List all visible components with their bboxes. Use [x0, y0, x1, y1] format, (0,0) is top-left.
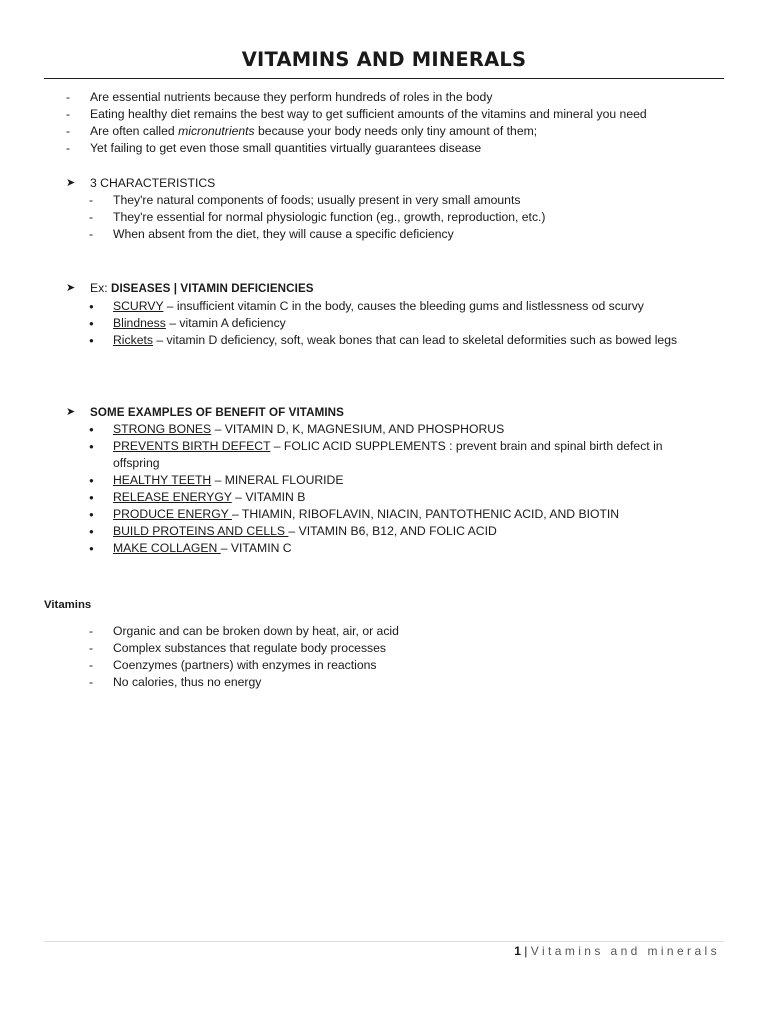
benefit-term: STRONG BONES [113, 422, 212, 436]
benefit-item: ● HEALTHY TEETH – MINERAL FLOURIDE [89, 472, 673, 489]
benefit-item: ● BUILD PROTEINS AND CELLS – VITAMIN B6, B12, AND FOLIC ACID [89, 523, 673, 540]
vitamin-item: - Organic and can be broken down by heat, air, or acid [89, 623, 399, 640]
benefit-term: PREVENTS BIRTH DEFECT [113, 439, 271, 453]
micronutrients-term: micronutrients [178, 124, 255, 138]
vitamin-item: - Coenzymes (partners) with enzymes in reactions [89, 657, 399, 674]
benefit-item: ● STRONG BONES – VITAMIN D, K, MAGNESIUM, AND PHOSPHORUS [89, 421, 673, 438]
disease-item: ● Rickets – vitamin D deficiency, soft, weak bones that can lead to skeletal deformities such as bowed legs [89, 332, 723, 349]
disease-item: ● SCURVY – insufficient vitamin C in the body, causes the bleeding gums and listlessness od scurvy [89, 298, 723, 315]
characteristic-item: - They're essential for normal physiologic function (eg., growth, reproduction, etc.) [89, 209, 545, 226]
characteristics-heading-text: 3 CHARACTERISTICS [90, 176, 216, 190]
disease-term: SCURVY [113, 299, 164, 313]
benefit-item: ● PREVENTS BIRTH DEFECT – FOLIC ACID SUPPLEMENTS : prevent brain and spinal birth defect in offspring [89, 438, 673, 472]
vitamin-item: - No calories, thus no energy [89, 674, 399, 691]
benefits-list [89, 421, 673, 557]
benefit-item: ● PRODUCE ENERGY – THIAMIN, RIBOFLAVIN, NIACIN, PANTOTHENIC ACID, AND BIOTIN [89, 506, 673, 523]
diseases-heading-text: DISEASES | VITAMIN DEFICIENCIES [111, 282, 314, 295]
arrow-bullet-icon: ➤ [66, 282, 76, 294]
benefit-item: ● RELEASE ENERYGY – VITAMIN B [89, 489, 673, 506]
vitamin-item: - Complex substances that regulate body processes [89, 640, 399, 657]
characteristic-item: - When absent from the diet, they will cause a specific deficiency [89, 226, 545, 243]
page-title: VITAMINS AND MINERALS [241, 48, 527, 71]
disease-item: ● Blindness – vitamin A deficiency [89, 315, 723, 332]
diseases-prefix: Ex: [90, 281, 111, 295]
page-number: 1 [514, 944, 521, 958]
title-underline [44, 78, 724, 79]
footer-title: Vitamins and minerals [530, 944, 720, 958]
arrow-bullet-icon: ➤ [66, 177, 76, 189]
page-footer [514, 944, 720, 958]
benefit-term: RELEASE ENERYGY [113, 490, 232, 504]
intro-item: - Are essential nutrients because they perform hundreds of roles in the body [66, 89, 647, 106]
benefit-term: PRODUCE ENERGY [113, 507, 232, 521]
intro-list [66, 89, 647, 157]
benefit-item: ● MAKE COLLAGEN – VITAMIN C [89, 540, 673, 557]
footer-separator: | [524, 944, 528, 958]
intro-item: - Yet failing to get even those small quantities virtually guarantees disease [66, 140, 647, 157]
characteristics-list [89, 192, 545, 243]
vitamins-heading: Vitamins [44, 599, 92, 611]
benefits-heading-text: SOME EXAMPLES OF BENEFIT OF VITAMINS [90, 406, 344, 419]
intro-item: - Eating healthy diet remains the best way to get sufficient amounts of the vitamins and mineral you need [66, 106, 647, 123]
diseases-list [89, 298, 723, 349]
disease-term: Rickets [113, 333, 153, 347]
benefit-term: MAKE COLLAGEN [113, 541, 221, 555]
vitamins-list [89, 623, 399, 691]
footer-rule [44, 941, 724, 942]
benefit-term: HEALTHY TEETH [113, 473, 212, 487]
disease-term: Blindness [113, 316, 166, 330]
arrow-bullet-icon: ➤ [66, 406, 76, 418]
benefit-term: BUILD PROTEINS AND CELLS [113, 524, 289, 538]
characteristic-item: - They're natural components of foods; usually present in very small amounts [89, 192, 545, 209]
intro-item: - Are often called micronutrients because your body needs only tiny amount of them; [66, 123, 647, 140]
